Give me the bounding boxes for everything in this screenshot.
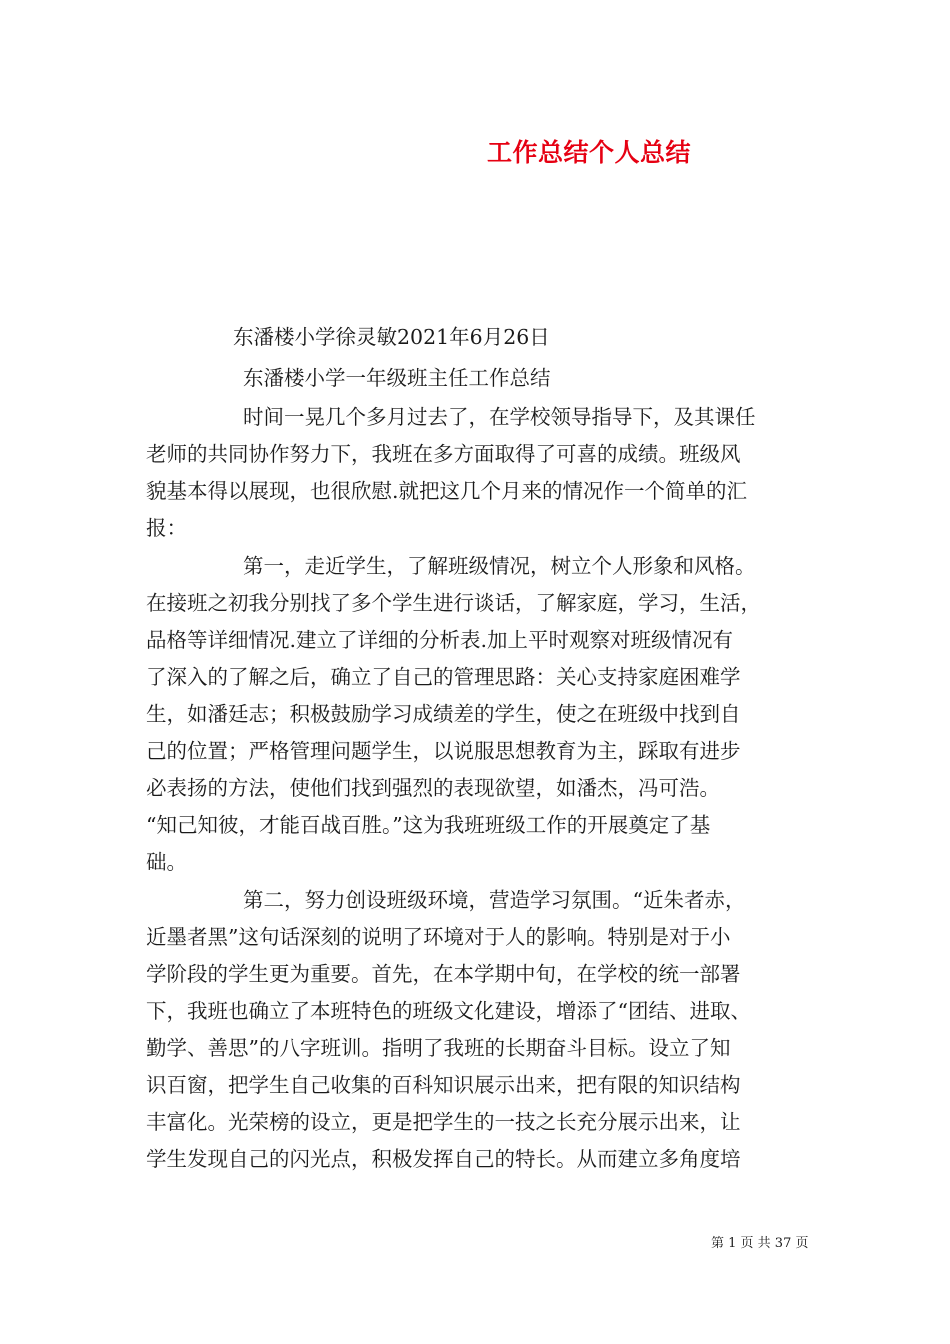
text-line: 丰富化。光荣榜的设立，更是把学生的一技之长充分展示出来，让: [146, 1110, 741, 1134]
text-line: 下，我班也确立了本班特色的班级文化建设，增添了“团结、进取、: [146, 999, 751, 1023]
page-footer: 第 1 页 共 37 页: [711, 1236, 809, 1251]
text-line: 品格等详细情况.建立了详细的分析表.加上平时观察对班级情况有: [146, 628, 734, 652]
text-line: 第一，走近学生，了解班级情况，树立个人形象和风格。: [243, 554, 756, 578]
text-line: 生，如潘廷志；积极鼓励学习成绩差的学生，使之在班级中找到自: [146, 702, 741, 726]
text-line: 学生发现自己的闪光点，积极发挥自己的特长。从而建立多角度培: [146, 1147, 741, 1171]
text-line: 勤学、善思”的八字班训。指明了我班的长期奋斗目标。设立了知: [146, 1036, 731, 1060]
author-date-line: 东潘楼小学徐灵敏2021年6月26日: [233, 325, 550, 349]
text-line: 老师的共同协作努力下，我班在多方面取得了可喜的成绩。班级风: [146, 442, 741, 466]
text-line: 在接班之初我分别找了多个学生进行谈话，了解家庭，学习，生活，: [146, 591, 761, 615]
text-line: 貌基本得以展现，也很欣慰.就把这几个月来的情况作一个简单的汇: [146, 479, 748, 503]
text-line: 报：: [146, 516, 187, 540]
text-line: 近墨者黑”这句话深刻的说明了环境对于人的影响。特别是对于小: [146, 925, 731, 949]
text-line: 必表扬的方法，使他们找到强烈的表现欲望，如潘杰，冯可浩。: [146, 776, 720, 800]
text-line: 时间一晃几个多月过去了，在学校领导指导下，及其课任: [243, 405, 756, 429]
subtitle-line: 东潘楼小学一年级班主任工作总结: [243, 366, 551, 390]
text-line: “知己知彼，才能百战百胜。”这为我班班级工作的开展奠定了基: [146, 813, 711, 837]
document-title: 工作总结个人总结: [487, 138, 692, 167]
text-line: 识百窗，把学生自己收集的百科知识展示出来，把有限的知识结构: [146, 1073, 741, 1097]
text-line: 础。: [146, 850, 187, 874]
text-line: 己的位置；严格管理问题学生，以说服思想教育为主，踩取有进步: [146, 739, 741, 763]
text-line: 学阶段的学生更为重要。首先，在本学期中旬，在学校的统一部署: [146, 962, 741, 986]
text-line: 第二，努力创设班级环境，营造学习氛围。“近朱者赤，: [243, 888, 746, 912]
text-line: 了深入的了解之后，确立了自己的管理思路：关心支持家庭困难学: [146, 665, 741, 689]
